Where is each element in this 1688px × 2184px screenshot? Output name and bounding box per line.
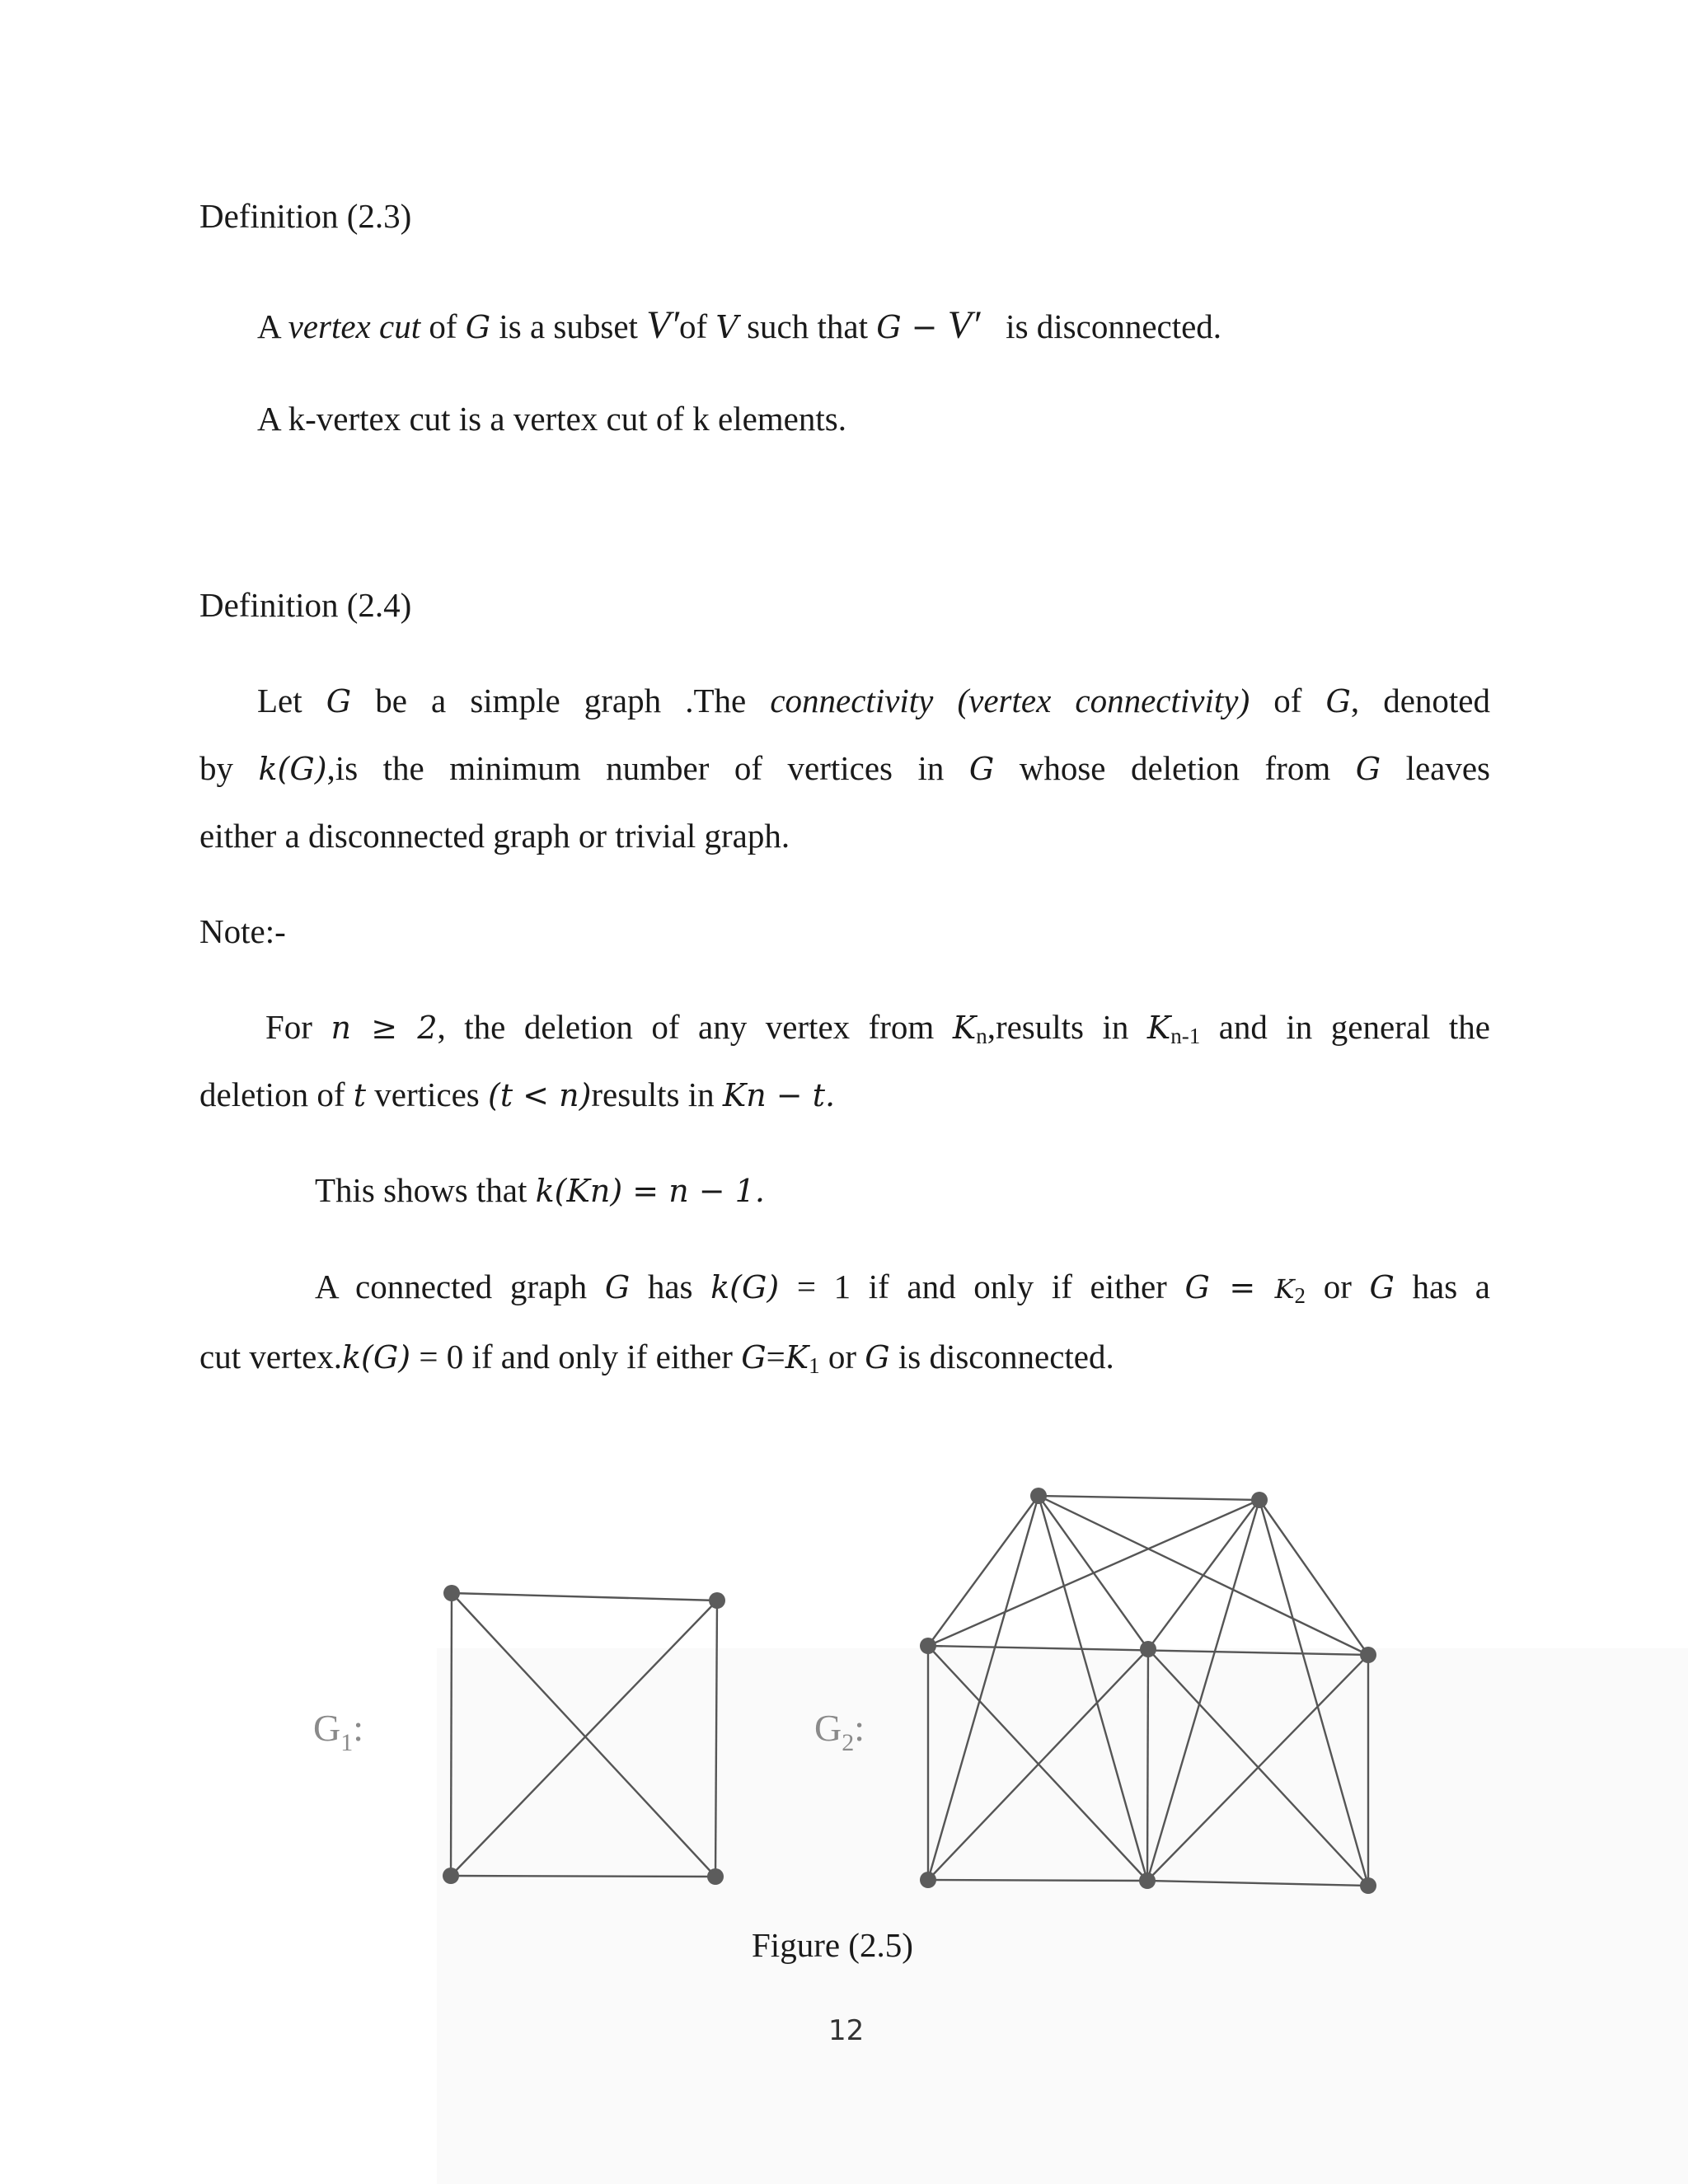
connectivity-definition-line-3: either a disconnected graph or trivial graph. bbox=[199, 817, 790, 855]
note-line-5: cut vertex.k(G) = 0 if and only if either G=K1 or G is disconnected. bbox=[199, 1338, 1114, 1378]
g1-label: $G_1$: bbox=[313, 1707, 364, 1756]
g2-vertex bbox=[1360, 1647, 1376, 1663]
connectivity-definition-line-1: Let G be a simple graph .The connectivity (vertex connectivity) of G, denoted bbox=[257, 682, 1490, 719]
g1-vertex bbox=[707, 1868, 724, 1885]
page-number: 12 bbox=[828, 2014, 865, 2047]
vertex-cut-term: vertex cut bbox=[288, 307, 421, 345]
note-line-3: This shows that k(Kn) = n − 1. bbox=[315, 1171, 765, 1209]
note-line-2: deletion of t vertices (t < n)results in Kn − t. bbox=[199, 1076, 836, 1113]
g2-label: $G_2$: bbox=[814, 1707, 865, 1756]
g2-edge bbox=[928, 1496, 1039, 1646]
g2-edge bbox=[1039, 1496, 1259, 1500]
g2-edge bbox=[928, 1880, 1147, 1881]
g1-edge bbox=[452, 1593, 717, 1601]
g2-edge bbox=[1147, 1649, 1148, 1881]
connectivity-definition-line-2: by k(G),is the minimum number of vertices in G whose deletion from G leaves bbox=[199, 749, 1491, 787]
definition-2-4-heading: Definition (2.4) bbox=[199, 586, 412, 624]
g2-vertex bbox=[1360, 1877, 1376, 1894]
note-line-4: A connected graph G has k(G) = 1 if and only if either G = K2 or G has a bbox=[315, 1268, 1491, 1308]
definition-2-3-heading: Definition (2.3) bbox=[199, 197, 412, 235]
g2-edge bbox=[1259, 1500, 1368, 1655]
g2-vertex bbox=[1139, 1872, 1156, 1889]
scan-shading bbox=[437, 1648, 1688, 2184]
connectivity-term: connectivity (vertex connectivity) bbox=[770, 682, 1250, 719]
g1-vertex bbox=[709, 1592, 725, 1609]
g2-vertex bbox=[920, 1638, 936, 1654]
figure-caption: Figure (2.5) bbox=[752, 1926, 913, 1964]
g2-vertex bbox=[1251, 1492, 1268, 1508]
g1-edge bbox=[451, 1876, 715, 1877]
g2-edge bbox=[1148, 1500, 1259, 1649]
note-heading: Note:- bbox=[199, 912, 286, 950]
vertex-cut-definition: A vertex cut of G is a subset V′of V such that G − V′ is disconnected. bbox=[257, 303, 1222, 347]
g2-vertex bbox=[920, 1872, 936, 1888]
g1-edge bbox=[451, 1593, 452, 1876]
g1-vertex bbox=[443, 1585, 460, 1601]
note-line-1: For n ≥ 2, the deletion of any vertex from Kn,results in Kn-1 and in general the bbox=[265, 1008, 1490, 1048]
k-vertex-cut-definition: A k-vertex cut is a vertex cut of k elements. bbox=[257, 400, 846, 438]
g2-vertex bbox=[1140, 1641, 1156, 1657]
g1-vertex bbox=[443, 1868, 459, 1884]
g2-vertex bbox=[1030, 1488, 1047, 1504]
